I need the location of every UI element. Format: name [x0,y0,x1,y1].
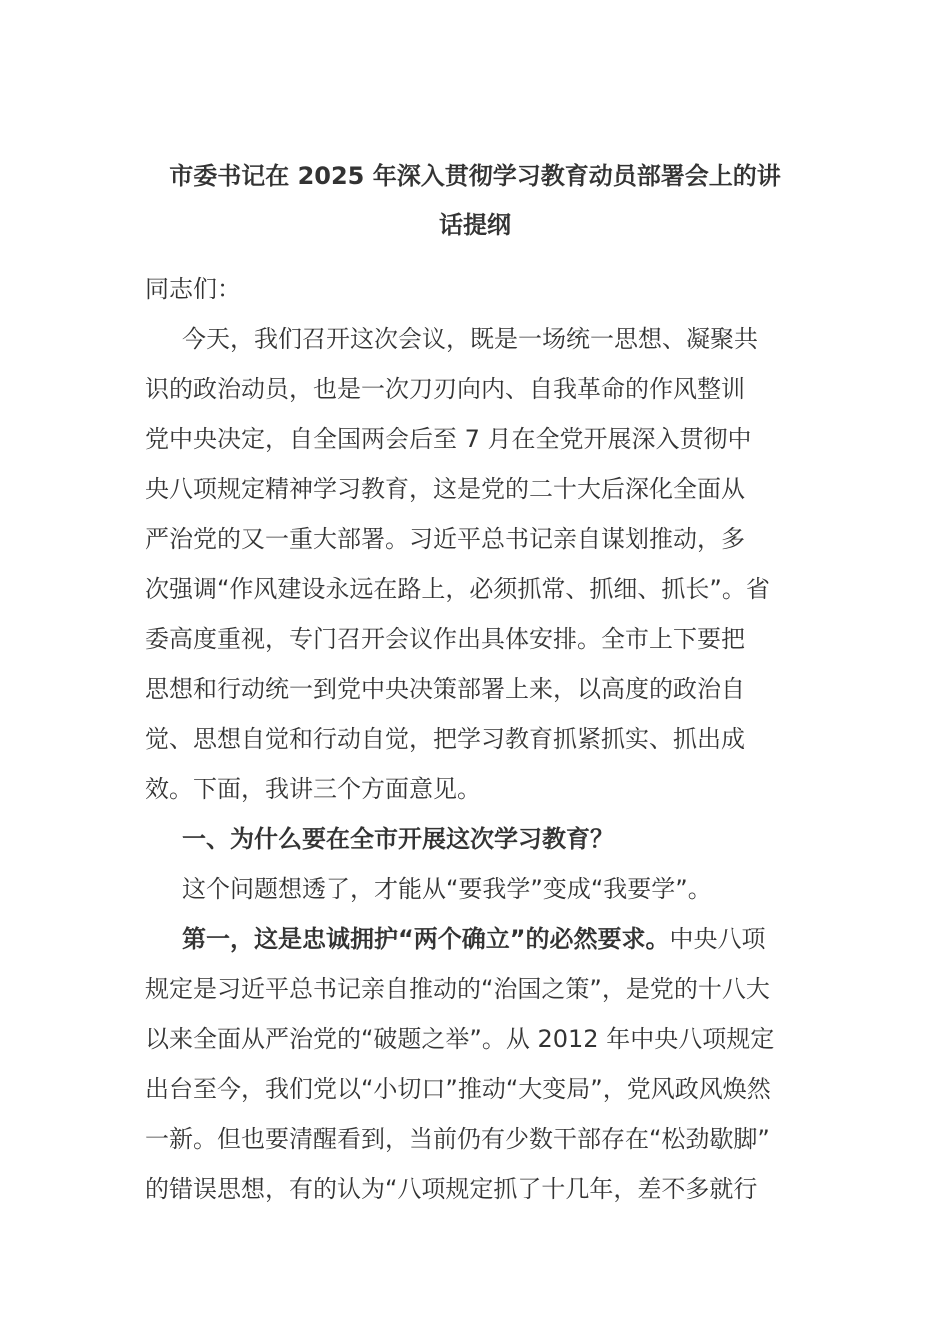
document-title [145,152,805,250]
salutation: 同志们： [145,275,241,303]
paragraph-line: 委高度重视，专门召开会议作出具体安排。全市上下要把 [145,625,745,653]
paragraph-line: 以来全面从严治党的“破题之举”。从 2012 年中央八项规定 [145,1025,775,1053]
paragraph-line: 效。下面，我讲三个方面意见。 [145,775,481,803]
paragraph-line: 央八项规定精神学习教育，这是党的二十大后深化全面从 [145,475,745,503]
paragraph-line: 这个问题想透了，才能从“要我学”变成“我要学”。 [182,875,712,903]
document-body [145,264,805,1214]
paragraph-line: 的错误思想，有的认为“八项规定抓了十几年，差不多就行 [145,1175,758,1203]
paragraph-line: 出台至今，我们党以“小切口”推动“大变局”，党风政风焕然 [145,1075,771,1103]
paragraph-line: 今天，我们召开这次会议，既是一场统一思想、凝聚共 [182,325,758,353]
paragraph-line: 识的政治动员，也是一次刀刃向内、自我革命的作风整训 [145,375,745,403]
point-line [145,914,805,964]
title-line: 市委书记在 2025 年深入贯彻学习教育动员部署会上的讲 [169,162,781,190]
paragraph-line: 思想和行动统一到党中央决策部署上来，以高度的政治自 [145,675,745,703]
paragraph-line: 规定是习近平总书记亲自推动的“治国之策”，是党的十八大 [145,975,770,1003]
paragraph-line: 一新。但也要清醒看到，当前仍有少数干部存在“松劲歇脚” [145,1125,770,1153]
paragraph-line: 严治党的又一重大部署。习近平总书记亲自谋划推动，多 [145,525,745,553]
title-line: 话提纲 [439,211,511,239]
point-text: 中央八项 [669,925,766,953]
paragraph-line: 觉、思想自觉和行动自觉，把学习教育抓紧抓实、抓出成 [145,725,745,753]
paragraph-line: 次强调“作风建设永远在路上，必须抓常、抓细、抓长”。省 [145,575,770,603]
point-heading: 第一，这是忠诚拥护“两个确立”的必然要求。 [182,925,670,953]
section-heading: 一、为什么要在全市开展这次学习教育？ [182,825,614,853]
paragraph-line: 党中央决定，自全国两会后至 7 月在全党开展深入贯彻中 [145,425,752,453]
